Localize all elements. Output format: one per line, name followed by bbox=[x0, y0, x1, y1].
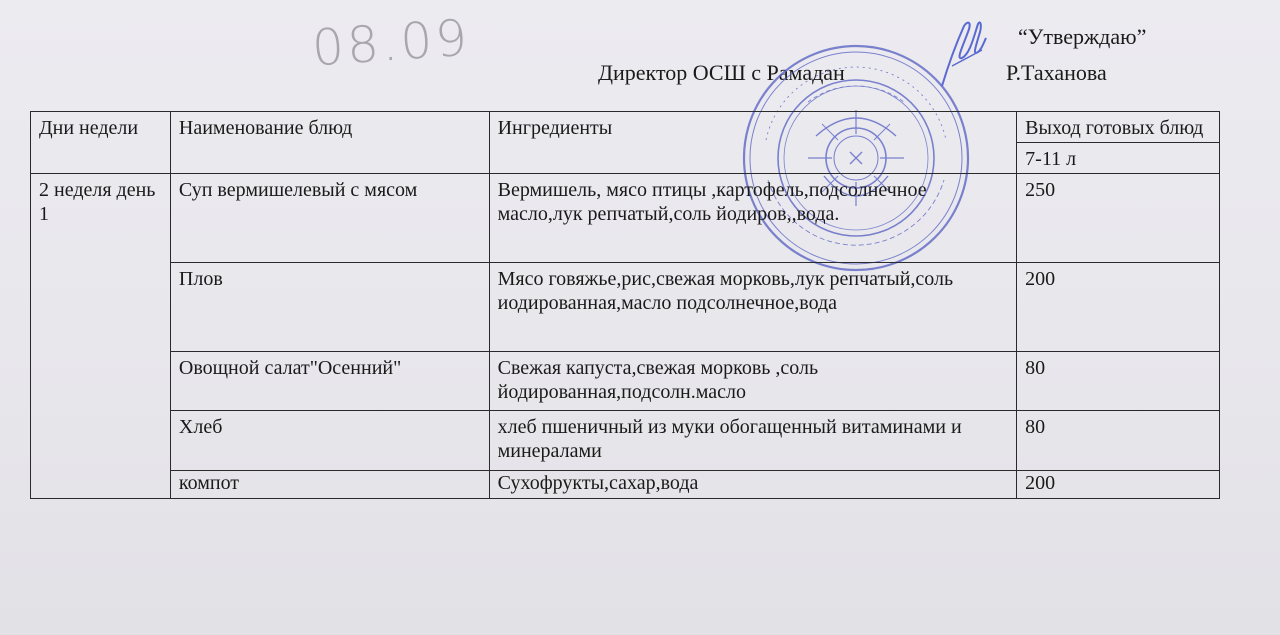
dish-cell: Хлеб bbox=[170, 411, 489, 471]
table-row bbox=[31, 263, 1220, 352]
header-dish: Наименование блюд bbox=[170, 112, 489, 174]
table-row bbox=[31, 471, 1220, 499]
menu-table bbox=[30, 111, 1220, 499]
ingredients-cell: Сухофрукты,сахар,вода bbox=[489, 471, 1017, 499]
ingredients-cell: Мясо говяжье,рис,свежая морковь,лук репчатый,соль иодированная,масло подсолнечное,вода bbox=[489, 263, 1017, 352]
ingredients-cell: хлеб пшеничный из муки обогащенный витаминами и минералами bbox=[489, 411, 1017, 471]
ingredients-cell: Свежая капуста,свежая морковь ,соль йодированная,подсолн.масло bbox=[489, 352, 1017, 411]
output-cell: 200 bbox=[1017, 263, 1220, 352]
dish-cell: Овощной салат"Осенний" bbox=[170, 352, 489, 411]
signature bbox=[934, 16, 994, 92]
day-label-cell: 2 неделя день 1 bbox=[31, 174, 171, 499]
output-cell: 80 bbox=[1017, 352, 1220, 411]
table-row bbox=[31, 411, 1220, 471]
header-age-group: 7-11 л bbox=[1017, 143, 1220, 174]
director-name: Р.Таханова bbox=[1006, 60, 1107, 85]
table-row bbox=[31, 174, 1220, 263]
ingredients-cell: Вермишель, мясо птицы ,картофель,подсолнечное масло,лук репчатый,соль йодиров,,вода. bbox=[489, 174, 1017, 263]
dish-cell: Суп вермишелевый с мясом bbox=[170, 174, 489, 263]
output-cell: 200 bbox=[1017, 471, 1220, 499]
director-position: Директор ОСШ с Рамадан bbox=[598, 60, 845, 85]
table-row bbox=[31, 352, 1220, 411]
output-cell: 250 bbox=[1017, 174, 1220, 263]
table-header-row bbox=[31, 112, 1220, 143]
header-day: Дни недели bbox=[31, 112, 171, 174]
header-ingredients: Ингредиенты bbox=[489, 112, 1017, 174]
header-output: Выход готовых блюд bbox=[1017, 112, 1220, 143]
handwritten-date: 08.09 bbox=[310, 8, 472, 78]
dish-cell: компот bbox=[170, 471, 489, 499]
approval-title: “Утверждаю” bbox=[1018, 24, 1147, 49]
dish-cell: Плов bbox=[170, 263, 489, 352]
output-cell: 80 bbox=[1017, 411, 1220, 471]
